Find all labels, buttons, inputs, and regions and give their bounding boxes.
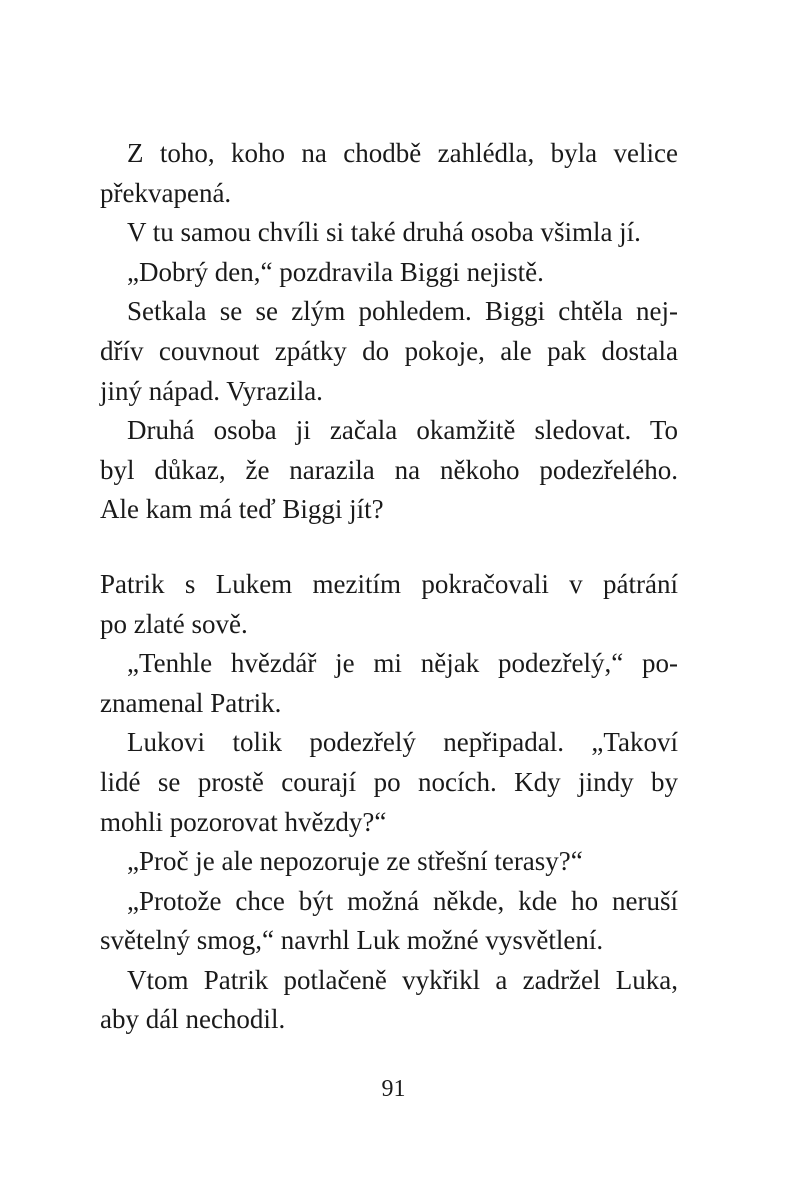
text-line: aby dál nechodil. — [100, 1004, 286, 1035]
text-line: Z toho, koho na chodbě zahlédla, byla velice — [127, 138, 678, 168]
text-line: byl důkaz, že narazila na někoho podezřelého. — [100, 454, 678, 485]
paragraph — [100, 882, 678, 961]
text-line: „Dobrý den,“ pozdravila Biggi nejistě. — [127, 256, 544, 287]
text-line: jiný nápad. Vyrazila. — [100, 375, 323, 406]
text-line: Lukovi tolik podezřelý nepřipadal. „Takoví — [127, 727, 678, 758]
text-line: Ale kam má teď Biggi jít? — [100, 494, 384, 525]
text-line: „Protože chce být možná někde, kde ho neruší — [127, 885, 678, 916]
text-line: „Tenhle hvězdář je mi nějak podezřelý,“ po- — [127, 648, 678, 679]
paragraph — [100, 134, 678, 213]
paragraph — [100, 644, 678, 723]
text-line: lidé se prostě courají po nocích. Kdy jindy by — [100, 766, 678, 797]
page-number: 91 — [381, 1076, 406, 1102]
paragraph — [100, 213, 678, 253]
text-line: po zlaté sově. — [100, 608, 248, 639]
text-line: mohli pozorovat hvězdy?“ — [100, 806, 387, 837]
paragraph — [100, 723, 678, 842]
paragraph — [100, 565, 678, 644]
text-line: Setkala se se zlým pohledem. Biggi chtěla nej- — [127, 296, 678, 327]
section-1 — [100, 134, 678, 530]
paragraph — [100, 253, 678, 293]
text-line: Vtom Patrik potlačeně vykřikl a zadržel Luka, — [127, 964, 678, 995]
text-line: překvapená. — [100, 177, 232, 208]
text-line: dřív couvnout zpátky do pokoje, ale pak dostala — [100, 335, 678, 366]
text-line: V tu samou chvíli si také druhá osoba všimla jí. — [127, 217, 641, 248]
text-line: světelný smog,“ navrhl Luk možné vysvětlení. — [100, 925, 604, 956]
paragraph — [100, 961, 678, 1040]
text-line: znamenal Patrik. — [100, 687, 282, 718]
text-line: Druhá osoba ji začala okamžitě sledovat. To — [127, 415, 678, 446]
paragraph — [100, 411, 678, 530]
page-text — [100, 134, 678, 1040]
paragraph — [100, 842, 678, 882]
section-2 — [100, 565, 678, 1040]
text-line: „Proč je ale nepozoruje ze střešní terasy?“ — [127, 846, 583, 877]
paragraph — [100, 292, 678, 411]
section-break — [100, 530, 678, 565]
text-line: Patrik s Lukem mezitím pokračovali v pátrání — [100, 568, 678, 599]
